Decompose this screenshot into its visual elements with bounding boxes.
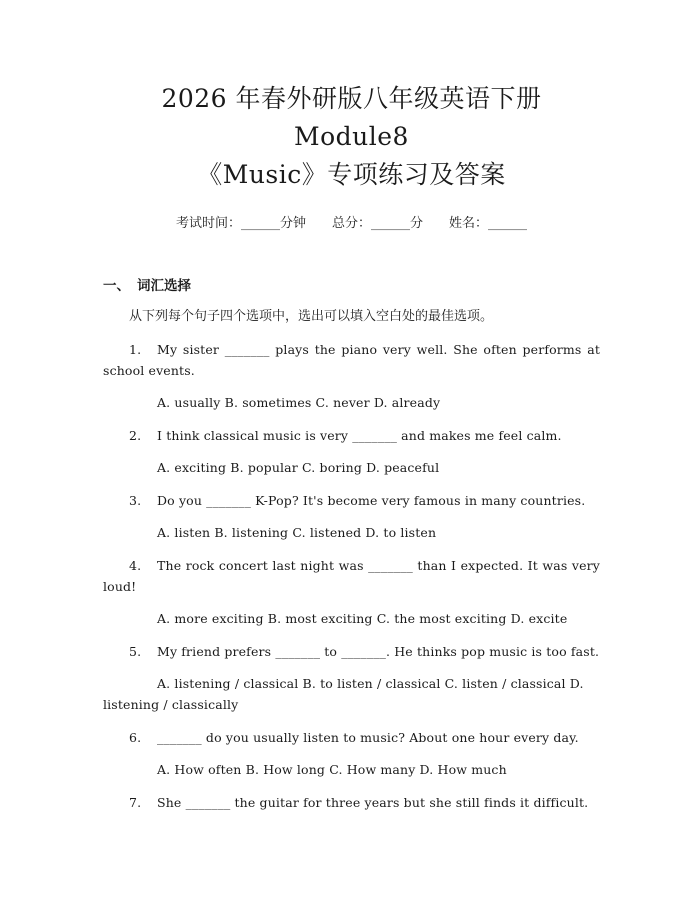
exam-meta: [103, 214, 600, 234]
question-options: A. usually B. sometimes C. never D. already: [157, 395, 441, 410]
question-7: [103, 792, 600, 813]
question-stem: [103, 555, 600, 597]
question-stem: [103, 641, 600, 662]
section-number: 一、: [103, 278, 130, 294]
question-options: A. more exciting B. most exciting C. the most exciting D. excite: [157, 611, 568, 626]
section-title: 词汇选择: [137, 278, 191, 294]
document-title: [103, 0, 600, 194]
question-number: 6.: [129, 730, 142, 745]
question-options: A. listening / classical B. to listen / classical C. listen / classical D. listening / classically: [103, 676, 584, 712]
question-stem: [103, 792, 600, 813]
question-number: 3.: [129, 493, 142, 508]
question-stem: [103, 339, 600, 381]
title-line-2: 《Music》专项练习及答案: [197, 160, 506, 189]
total-score-label: 总分：______分: [331, 216, 423, 231]
question-text: The rock concert last night was _______ than I expected. It was very loud!: [103, 558, 600, 594]
question-options: A. exciting B. popular C. boring D. peaceful: [157, 460, 440, 475]
question-4: [103, 555, 600, 629]
question-number: 2.: [129, 428, 142, 443]
title-line-1: 2026 年春外研版八年级英语下册 Module8: [161, 84, 542, 151]
section-instructions: 从下列每个句子四个选项中，选出可以填入空白处的最佳选项。: [129, 309, 494, 324]
question-2: [103, 425, 600, 478]
question-options: A. How often B. How long C. How many D. How much: [157, 762, 507, 777]
question-stem: [103, 727, 600, 748]
question-3: [103, 490, 600, 543]
question-options: A. listen B. listening C. listened D. to listen: [157, 525, 437, 540]
question-text: I think classical music is very _______ and makes me feel calm.: [157, 428, 562, 443]
question-6: [103, 727, 600, 780]
question-number: 1.: [129, 342, 142, 357]
question-text: My friend prefers _______ to _______. He thinks pop music is too fast.: [157, 644, 600, 659]
question-number: 4.: [129, 558, 142, 573]
question-stem: [103, 490, 600, 511]
question-text: She _______ the guitar for three years but she still finds it difficult.: [157, 795, 589, 810]
question-stem: [103, 425, 600, 446]
question-text: My sister _______ plays the piano very well. She often performs at school events.: [103, 342, 600, 378]
question-5: [103, 641, 600, 715]
question-number: 5.: [129, 644, 142, 659]
question-1: [103, 339, 600, 413]
question-text: Do you _______ K-Pop? It's become very famous in many countries.: [157, 493, 586, 508]
question-text: _______ do you usually listen to music? About one hour every day.: [157, 730, 579, 745]
section-heading: [103, 276, 600, 296]
question-number: 7.: [129, 795, 142, 810]
exam-time-label: 考试时间：______分钟: [175, 216, 306, 231]
student-name-label: 姓名：______: [449, 216, 528, 231]
